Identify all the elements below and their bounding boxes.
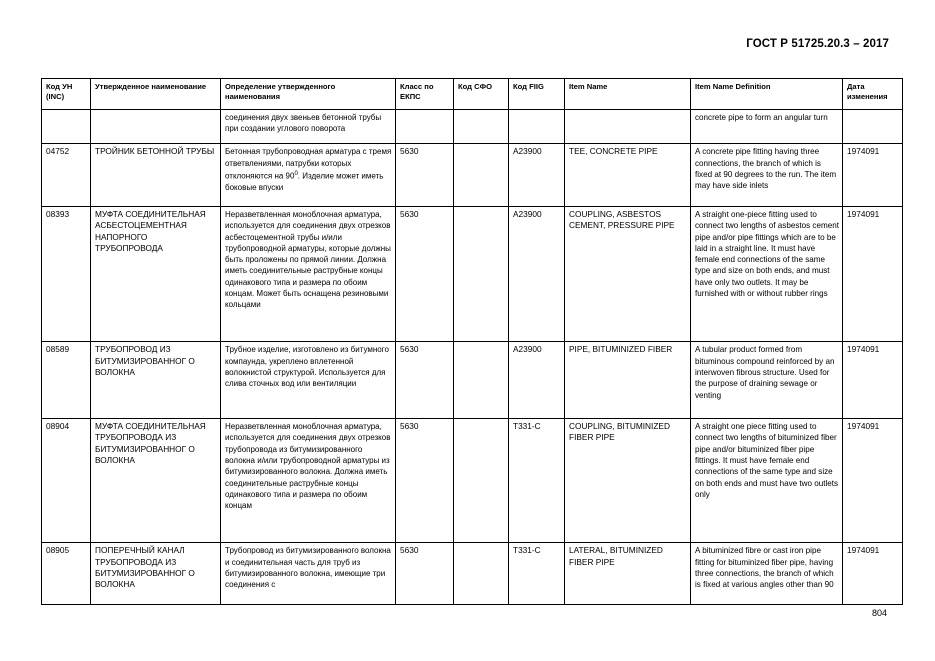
cell-class: 5630 <box>396 206 454 341</box>
cell-date <box>843 110 903 144</box>
cell-definition: Неразветвленная моноблочная арматура, используется для соединения двух отрезков трубопровода из битумизированного волокна и/или трубопроводной арматуры из битумизированного волокна. Должна иметь соединительные раструбные концы одинакового типа и размера по обоим концам <box>221 419 396 543</box>
cell-inc: 04752 <box>42 144 91 207</box>
col-header-definition: Определение утвержденного наименования <box>221 79 396 110</box>
document-code: ГОСТ Р 51725.20.3 – 2017 <box>746 38 889 50</box>
cell-item-def: concrete pipe to form an angular turn <box>691 110 843 144</box>
table-row-continuation <box>42 110 903 144</box>
col-header-sfo: Код СФО <box>454 79 509 110</box>
cell-sfo <box>454 110 509 144</box>
cell-item-name <box>565 110 691 144</box>
cell-date: 1974091 <box>843 543 903 605</box>
table-row <box>42 419 903 543</box>
terms-table <box>41 78 903 605</box>
cell-inc: 08589 <box>42 342 91 419</box>
cell-date: 1974091 <box>843 419 903 543</box>
col-header-item-name: Item Name <box>565 79 691 110</box>
cell-item-def: A tubular product formed from bituminous compound reinforced by an interwoven fibrous structure. Used for the purpose of draining sewage or venting <box>691 342 843 419</box>
cell-fiig <box>509 110 565 144</box>
cell-name <box>91 110 221 144</box>
col-header-name: Утвержденное наименование <box>91 79 221 110</box>
cell-item-name: PIPE, BITUMINIZED FIBER <box>565 342 691 419</box>
table-row <box>42 342 903 419</box>
cell-definition: Трубное изделие, изготовлено из битумного компаунда, укреплено вплетенной волокнистой структурой. Используется для слива сточных вод или вентиляции <box>221 342 396 419</box>
cell-date: 1974091 <box>843 144 903 207</box>
cell-fiig: T331-C <box>509 543 565 605</box>
cell-date: 1974091 <box>843 342 903 419</box>
table-row <box>42 206 903 341</box>
col-header-inc: Код УН (INC) <box>42 79 91 110</box>
cell-sfo <box>454 342 509 419</box>
cell-sfo <box>454 543 509 605</box>
cell-definition: соединения двух звеньев бетонной трубы при создании углового поворота <box>221 110 396 144</box>
cell-definition: Трубопровод из битумизированного волокна и соединительная часть для труб из битумизированного волокна, имеющие три соединения с <box>221 543 396 605</box>
col-header-item-def: Item Name Definition <box>691 79 843 110</box>
cell-name: МУФТА СОЕДИНИТЕЛЬНАЯ ТРУБОПРОВОДА ИЗ БИТУМИЗИРОВАННОГ О ВОЛОКНА <box>91 419 221 543</box>
cell-inc <box>42 110 91 144</box>
cell-item-name: LATERAL, BITUMINIZED FIBER PIPE <box>565 543 691 605</box>
cell-item-name: TEE, CONCRETE PIPE <box>565 144 691 207</box>
cell-definition: Бетонная трубопроводная арматура с тремя ответвлениями, патрубки которых отклоняются на $90^0$. Изделие может иметь боковые впуски <box>221 144 396 207</box>
cell-fiig: T331-C <box>509 419 565 543</box>
cell-fiig: A23900 <box>509 206 565 341</box>
cell-definition: Неразветвленная моноблочная арматура, используется для соединения двух отрезков асбестоцементной трубы и/или трубопроводной арматуры, которые должны быть проложены по прямой линии. Должна иметь соединительные раструбные концы одинакового типа и размера по обоим концам. Может быть оснащена резиновыми кольцами <box>221 206 396 341</box>
col-header-class: Класс по ЕКПС <box>396 79 454 110</box>
cell-item-name: COUPLING, BITUMINIZED FIBER PIPE <box>565 419 691 543</box>
cell-inc: 08904 <box>42 419 91 543</box>
cell-name: ПОПЕРЕЧНЫЙ КАНАЛ ТРУБОПРОВОДА ИЗ БИТУМИЗИРОВАННОГ О ВОЛОКНА <box>91 543 221 605</box>
cell-class: 5630 <box>396 419 454 543</box>
page-number: 804 <box>871 608 887 618</box>
col-header-date: Дата изменения <box>843 79 903 110</box>
cell-item-def: A bituminized fibre or cast iron pipe fitting for bituminized fiber pipe, having three connections, the branch of which is fixed at various angles other than 90 <box>691 543 843 605</box>
cell-item-def: A straight one-piece fitting used to connect two lengths of asbestos cement pipe and/or pipe fittings which are to be laid in a straight line. It must have female end connections of the same type and size on both ends, and must have only two outlets. It may be furnished with or without rubber rings <box>691 206 843 341</box>
cell-item-def: A straight one piece fitting used to connect two lengths of bituminized fiber pipe and/or bituminized fiber pipe fittings. It must have female end connections of the same type and size on both ends and must have two outlets only <box>691 419 843 543</box>
cell-item-def: A concrete pipe fitting having three connections, the branch of which is fixed at 90 degrees to the run. The item may have side inlets <box>691 144 843 207</box>
cell-name: МУФТА СОЕДИНИТЕЛЬНАЯ АСБЕСТОЦЕМЕНТНАЯ НАПОРНОГО ТРУБОПРОВОДА <box>91 206 221 341</box>
table-row <box>42 543 903 605</box>
table-row <box>42 144 903 207</box>
cell-fiig: A23900 <box>509 342 565 419</box>
cell-date: 1974091 <box>843 206 903 341</box>
cell-name: ТРОЙНИК БЕТОННОЙ ТРУБЫ <box>91 144 221 207</box>
cell-class: 5630 <box>396 543 454 605</box>
cell-class <box>396 110 454 144</box>
cell-inc: 08393 <box>42 206 91 341</box>
cell-name: ТРУБОПРОВОД ИЗ БИТУМИЗИРОВАННОГ О ВОЛОКНА <box>91 342 221 419</box>
col-header-fiig: Код FIIG <box>509 79 565 110</box>
cell-class: 5630 <box>396 342 454 419</box>
cell-sfo <box>454 419 509 543</box>
cell-inc: 08905 <box>42 543 91 605</box>
table-header-row <box>42 79 903 110</box>
cell-sfo <box>454 206 509 341</box>
cell-sfo <box>454 144 509 207</box>
cell-class: 5630 <box>396 144 454 207</box>
cell-item-name: COUPLING, ASBESTOS CEMENT, PRESSURE PIPE <box>565 206 691 341</box>
cell-fiig: A23900 <box>509 144 565 207</box>
